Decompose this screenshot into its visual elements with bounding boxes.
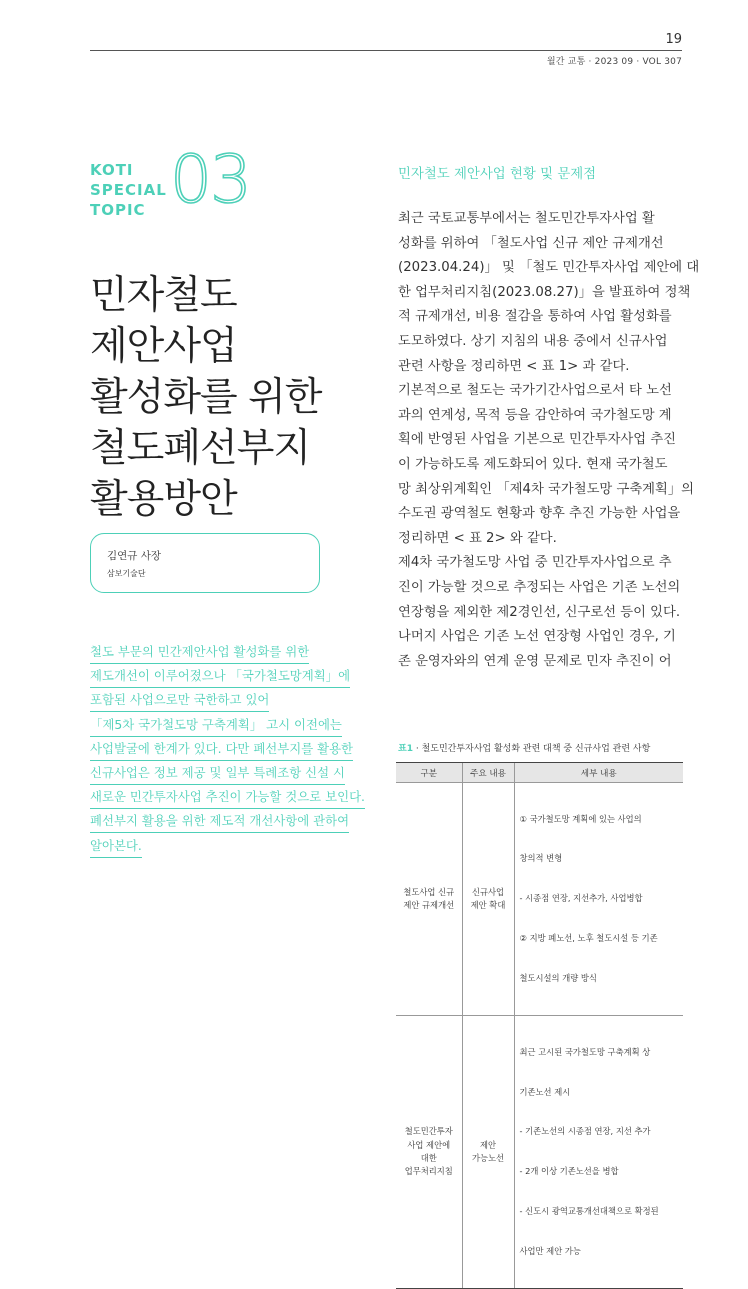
cell-line: - 2개 이상 기존노선을 병합 [519,1166,619,1177]
author-name: 김연규 사장 [107,550,162,562]
title-line: 활용방안 [90,477,237,522]
abstract-line: 사업발굴에 한계가 있다. 다만 폐선부지를 활용한 [90,737,353,761]
body-line: 수도권 광역철도 현황과 향후 추진 가능한 사업을 [398,506,681,522]
section-title: 민자철도 제안사업 현황 및 문제점 [398,167,597,182]
category-cell [396,1016,462,1289]
body-line: 과의 연계성, 목적 등을 감안하여 국가철도망 계 [398,407,672,423]
body-line: 한 업무처리지침(2023.08.27)」을 발표하여 정책 [398,284,691,300]
abstract-line: 폐선부지 활용을 위한 제도적 개선사항에 관하여 [90,809,349,833]
body-line: 제4차 국가철도망 사업 중 민간투자사업으로 추 [398,555,672,571]
main-content-cell [462,783,514,1016]
title-line: 제안사업 [90,324,237,369]
running-head: 월간 교통 · 2023 09 · VOL 307 [546,57,682,67]
cell-line: 대한 [420,1153,437,1164]
cell-line: 제안 규제개선 [403,900,455,911]
abstract-line: 「제5차 국가철도망 구축계획」 고시 이전에는 [90,713,342,737]
body-text [398,207,700,674]
article-title [90,270,321,525]
header-rule [90,50,682,51]
body-line: 관련 사항을 정리하면 < 표 1> 과 같다. [398,358,630,374]
body-line: 망 최상위계획인 「제4차 국가철도망 구축계획」의 [398,481,695,497]
detail-cell [514,1016,683,1289]
body-line: 진이 가능할 것으로 추정되는 사업은 기존 노선의 [398,579,681,595]
body-line: 연장형을 제외한 제2경인선, 신구로선 등이 있다. [398,604,681,620]
cell-line: 철도시설의 개량 방식 [519,973,597,984]
title-line: 활성화를 위한 [90,375,322,420]
table-row [396,783,683,1016]
body-line: (2023.04.24)」 및 「철도 민간투자사업 제안에 대 [398,260,700,276]
body-line: 나머지 사업은 기존 노선 연장형 사업인 경우, 기 [398,629,676,645]
cell-line: 기존노선 제시 [519,1086,571,1097]
cell-line: 가능노선 [471,1153,505,1164]
author-org: 삼보기술단 [107,569,146,578]
table-header-cell: 주요 내용 [462,763,514,783]
table-caption-text: 철도민간투자사업 활성화 관련 대책 중 신규사업 관련 사항 [421,744,651,754]
special-topic-label [90,160,167,220]
cell-line: 철도사업 신규 [403,886,455,897]
detail-cell [514,783,683,1016]
body-line: 정리하면 < 표 2> 와 같다. [398,530,557,546]
policy-table [396,762,683,1289]
title-line: 민자철도 [90,273,237,318]
table-caption [398,741,650,754]
table-header-row [396,763,683,783]
body-line: 도모하였다. 상기 지침의 내용 중에서 신규사업 [398,333,668,349]
title-line: 철도폐선부지 [90,426,311,471]
table-number: 표1 [398,744,413,754]
cell-line: 최근 고시된 국가철도망 구축계획 상 [519,1046,651,1057]
body-line: 이 가능하도록 제도화되어 있다. 현재 국가철도 [398,456,668,472]
abstract [90,640,370,858]
cell-line: 철도민간투자 [404,1126,453,1137]
table-header-cell: 구분 [396,763,462,783]
cell-line: 업무처리지침 [404,1166,453,1177]
page-number: 19 [665,32,682,47]
badge-line-koti: KOTI [90,161,134,179]
cell-line: 사업만 제안 가능 [519,1246,581,1257]
category-cell [396,783,462,1016]
cell-line: - 신도시 광역교통개선대책으로 확정된 [519,1206,659,1217]
body-line: 기본적으로 철도는 국가기간사업으로서 타 노선 [398,383,672,399]
cell-line: 창의적 변형 [519,853,563,864]
cell-line: 신규사업 [471,886,505,897]
abstract-line: 철도 부문의 민간제안사업 활성화를 위한 [90,640,309,664]
badge-line-special: SPECIAL [90,181,167,199]
cell-line: 제안 [479,1139,497,1150]
cell-line: - 기존노선의 시종점 연장, 지선 추가 [519,1126,651,1137]
author-box [90,533,320,593]
abstract-line: 포함된 사업으로만 국한하고 있어 [90,688,269,712]
abstract-line: 신규사업은 정보 제공 및 일부 특례조항 신설 시 [90,761,345,785]
cell-line: 제안 확대 [470,900,506,911]
main-content-cell [462,1016,514,1289]
table-row [396,1016,683,1289]
abstract-line: 제도개선이 이루어졌으나 「국가철도망계획」에 [90,664,350,688]
cell-line: ② 지방 폐노선, 노후 철도시설 등 기존 [519,933,658,944]
body-line: 존 운영자와의 연계 운영 문제로 민자 추진이 어 [398,653,672,669]
topic-number: 03 [170,141,250,218]
body-line: 적 규제개선, 비용 절감을 통하여 사업 활성화를 [398,309,672,325]
body-line: 최근 국토교통부에서는 철도민간투자사업 활 [398,211,655,226]
badge-line-topic: TOPIC [90,201,146,219]
cell-line: 사업 제안에 [407,1139,451,1150]
body-line: 획에 반영된 사업을 기본으로 민간투자사업 추진 [398,432,677,448]
abstract-line: 알아본다. [90,834,142,858]
body-line: 성화를 위하여 「철도사업 신규 제안 규제개선 [398,235,664,251]
abstract-line: 새로운 민간투자사업 추진이 가능할 것으로 보인다. [90,785,365,809]
cell-line: ① 국가철도망 계획에 있는 사업의 [519,813,642,824]
table-header-cell: 세부 내용 [514,763,683,783]
cell-line: - 시종점 연장, 지선추가, 사업병합 [519,893,643,904]
caption-separator: · [415,744,422,754]
